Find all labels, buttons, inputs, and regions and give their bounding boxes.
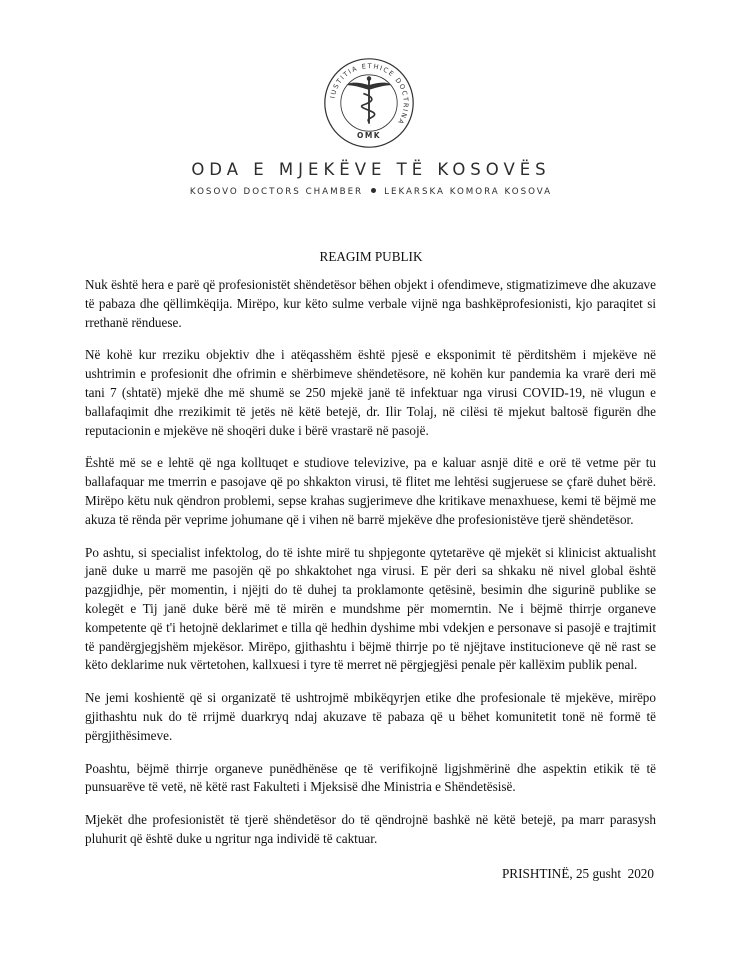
logo-initials: OMK [357,130,381,140]
paragraph: Ne jemi koshientë që si organizatë të ushtrojmë mbikëqyrjen etike dhe profesionale të mjekëve, mirëpo gjithashtu nuk do të rrijmë duarkryq ndaj akuzave të pabaza që u bëhet komunitetit tonë në formë të përgjithësimeve. [85,690,656,743]
chamber-logo [322,56,416,150]
bullet-separator [371,188,376,193]
paragraph: Poashtu, bëjmë thirrje organeve punëdhënëse qe të verifikojnë ligjshmërinë dhe aspektin etikik të të punsuarëve të vetë, në këtë rast Fakulteti i Mjeksisë dhe Ministria e Shëndetësisë. [85,760,656,795]
paragraph: Është më se e lehtë që nga kolltuqet e studiove televizive, pa e kaluar asnjë ditë e orë të vetme për tu ballafaquar me tmerrin e pasojave që po shkakton virusi, të flitet me lehtësi sugjeruese se çfarë duhet bërë. Mirëpo këtu nuk qëndron problemi, sepse krahas sugjerimeve dhe kritikave menaxhuese, kemi të bëjmë me akuza të rënda për veprime johumane që i vihen në barrë mjekëve dhe profesionistëve tjerë shëndetësor. [85,455,656,527]
document-title: REAGIM PUBLIK [319,249,423,264]
subtitle-serbian: LEKARSKA KOMORA KOSOVA [384,187,553,197]
place-and-date: PRISHTINË, 25 gusht 2020 [501,866,654,881]
paragraph: Në kohë kur rreziku objektiv dhe i atëqasshëm është pjesë e eksponimit të përditshëm i mjekëve në ushtrimin e profesionit dhe ofrimin e shërbimeve shëndetësore, në kohën kur pandemia ka vrarë deri më tani 7 (shtatë) mjekë dhe më shumë se 250 mjekë janë të infektuar nga virusi COVID-19, në vlugun e ballafaqimit dhe rrezikimit të jetës në këtë betejë, dr. Ilir Tolaj, në cilësi të mjekut baltosë figurën dhe reputacionin e mjekëve në shoqëri duke i bërë vrastarë në pasojë. [85,347,656,438]
document-body [85,276,656,863]
paragraph: Mjekët dhe profesionistët të tjerë shëndetësor do të qëndrojnë bashkë në këtë betejë, pa marr parasysh pluhurit që është duke u ngritur nga individë të caktuar. [85,812,656,846]
subtitle-english: KOSOVO DOCTORS CHAMBER [189,187,364,197]
paragraph: Po ashtu, si specialist infektolog, do të ishte mirë tu shpjegonte qytetarëve që mjekët si klinicist aktualisht janë duke u marrë me pasojën që po shkaktohet nga virusi. E për deri sa shkaku në nivel global është pazgjidhje, për momentin, i njëjti do të duhej ta proklamonte qetësinë, besimin dhe sigurinë publike se kolegët e Tij janë duke bërë më të mirën e mundshme për momerntin. Ne i bëjmë thirrje organeve kompetente që t'i hetojnë deklarimet e tilla që hedhin dyshime mbi vdekjen e personave si pasojë e trajtimit të pandërgjegjshëm mjekësor. Mirëpo, gjithashtu i bëjmë thirrje po të njëjtave institucioneve që në rast se këto deklarime nuk vërtetohen, kallxuesi i tyre të merret në përgjegjësi penale për kallëxim publik penal. [85,544,656,673]
logo-ring-text: IUSTITIA ETHICE DOCTRINA [328,62,410,127]
organization-name: ODA E MJEKËVE TË KOSOVËS [191,160,551,179]
organization-subtitle [0,187,742,197]
paragraph: Nuk është hera e parë që profesionistët shëndetësor bëhen objekt i ofendimeve, stigmatizimeve dhe akuzave të pabaza dhe qëllimkëqija. Mirëpo, kur këto sulme verbale vijnë nga bashkëprofesionisti, kjo paraqitet si rrethanë rënduese. [85,277,656,330]
